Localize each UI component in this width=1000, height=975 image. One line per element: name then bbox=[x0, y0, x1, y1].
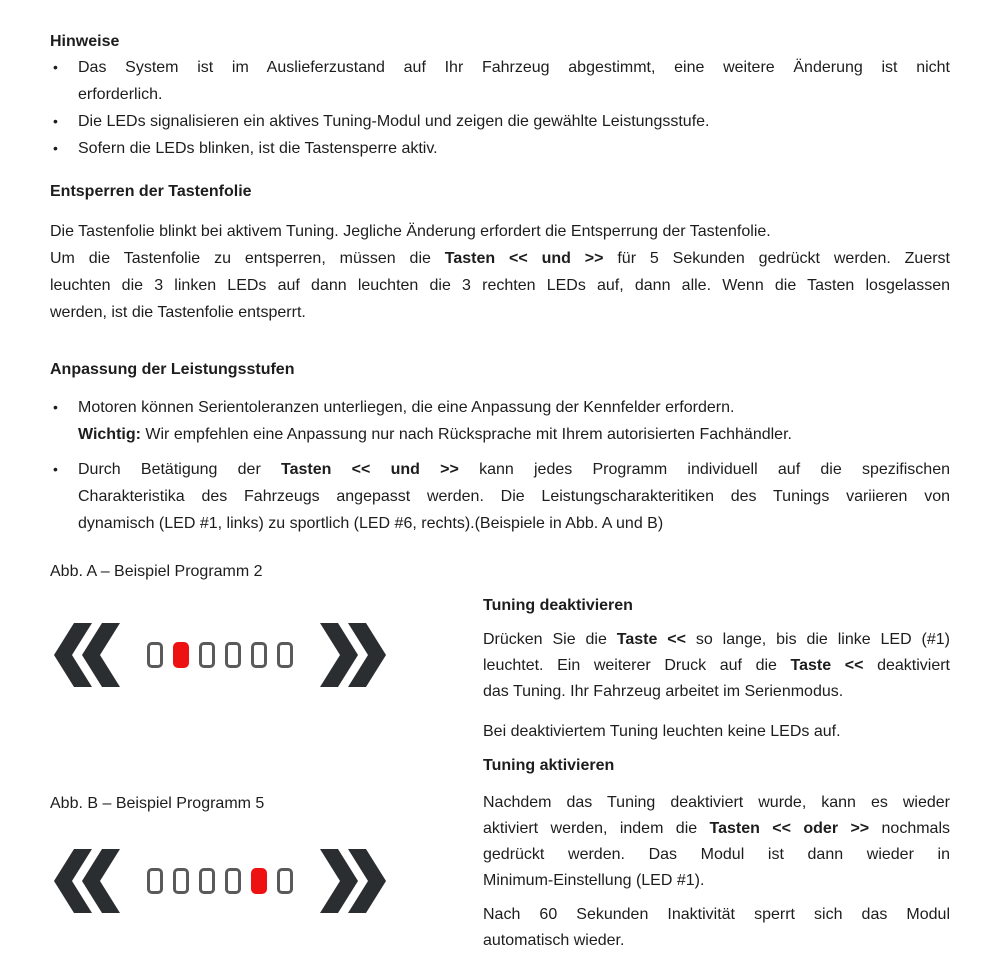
text-line: Nach 60 Sekunden Inaktivität sperrt sich das Modul bbox=[483, 906, 950, 923]
led-active bbox=[173, 642, 189, 668]
text-line: werden, ist die Tastenfolie entsperrt. bbox=[50, 304, 306, 321]
figure-b-label: Abb. B – Beispiel Programm 5 bbox=[50, 795, 265, 812]
text-line: das Tuning. Ihr Fahrzeug arbeitet im Serienmodus. bbox=[483, 683, 844, 700]
text-line: Minimum-Einstellung (LED #1). bbox=[483, 872, 705, 889]
text-line: Um die Tastenfolie zu entsperren, müssen die Tasten << und >> für 5 Sekunden gedrückt werden. Zuerst bbox=[50, 250, 950, 267]
text-line: Nachdem das Tuning deaktiviert wurde, kann es wieder bbox=[483, 794, 950, 811]
text-line: Die LEDs signalisieren ein aktives Tuning-Modul und zeigen die gewählte Leistungsstufe. bbox=[78, 113, 710, 130]
led-inactive bbox=[199, 868, 215, 894]
text-line: Drücken Sie die Taste << so lange, bis die linke LED (#1) bbox=[483, 631, 951, 648]
text-line: Durch Betätigung der Tasten << und >> kann jedes Programm individuell auf die spezifischen bbox=[78, 461, 951, 478]
text-line: erforderlich. bbox=[78, 86, 163, 103]
anpassung-bullet-2 bbox=[50, 456, 950, 537]
led-inactive bbox=[173, 868, 189, 894]
two-column-area bbox=[50, 593, 950, 954]
text-line: Das System ist im Auslieferzustand auf Ihr Fahrzeug abgestimmt, eine weitere Änderung ist nicht bbox=[78, 59, 950, 76]
led-inactive bbox=[199, 642, 215, 668]
text-line: leuchten die 3 linken LEDs auf dann leuchten die 3 rechten LEDs auf, dann alle. Wenn die Tasten losgelassen bbox=[50, 277, 950, 294]
figure-a bbox=[54, 623, 483, 687]
bullet-icon: • bbox=[53, 461, 58, 477]
text-line: automatisch wieder. bbox=[483, 932, 625, 949]
aktivieren-paragraph bbox=[483, 790, 950, 894]
bullet-text bbox=[78, 394, 950, 448]
led-strip-b bbox=[147, 868, 293, 894]
bullet-icon: • bbox=[53, 113, 58, 129]
double-chevron-right-icon bbox=[320, 623, 386, 687]
bullet-icon: • bbox=[53, 140, 58, 156]
text-line: gedrückt werden. Das Modul ist dann wieder in bbox=[483, 846, 950, 863]
hinweise-bullet-3 bbox=[50, 135, 950, 162]
double-chevron-left-icon bbox=[54, 623, 120, 687]
led-inactive bbox=[277, 868, 293, 894]
led-inactive bbox=[225, 642, 241, 668]
led-strip-a bbox=[147, 642, 293, 668]
heading-tuning-deaktivieren: Tuning deaktivieren bbox=[483, 597, 633, 614]
heading-tuning-aktivieren: Tuning aktivieren bbox=[483, 757, 615, 774]
led-inactive bbox=[225, 868, 241, 894]
hinweise-bullet-1 bbox=[50, 54, 950, 108]
anpassung-bullet-1 bbox=[50, 394, 950, 448]
text-line: Wichtig: Wir empfehlen eine Anpassung nur nach Rücksprache mit Ihrem autorisierten Fachhändler. bbox=[78, 426, 792, 443]
figures-column bbox=[50, 593, 483, 954]
instructions-column bbox=[483, 593, 950, 954]
led-inactive bbox=[147, 642, 163, 668]
text-line: Sofern die LEDs blinken, ist die Tastensperre aktiv. bbox=[78, 140, 438, 157]
led-active bbox=[251, 868, 267, 894]
text-line: Die Tastenfolie blinkt bei aktivem Tuning. Jegliche Änderung erfordert die Entsperrung der Tastenfolie. bbox=[50, 223, 771, 240]
led-inactive bbox=[277, 642, 293, 668]
double-chevron-right-icon bbox=[320, 849, 386, 913]
bullet-text bbox=[78, 135, 950, 162]
bullet-icon: • bbox=[53, 399, 58, 415]
bullet-text bbox=[78, 108, 950, 135]
double-chevron-left-icon bbox=[54, 849, 120, 913]
text-line: Charakteristika des Fahrzeugs angepasst werden. Die Leistungscharakteritiken des Tunings variieren von bbox=[78, 488, 950, 505]
text-line: leuchtet. Ein weiterer Druck auf die Taste << deaktiviert bbox=[483, 657, 950, 674]
figure-a-label: Abb. A – Beispiel Programm 2 bbox=[50, 563, 263, 580]
led-inactive bbox=[251, 642, 267, 668]
bullet-text bbox=[78, 456, 950, 537]
text-line: Bei deaktiviertem Tuning leuchten keine LEDs auf. bbox=[483, 723, 841, 740]
led-inactive bbox=[147, 868, 163, 894]
deaktivieren-paragraph bbox=[483, 627, 950, 705]
text-line: dynamisch (LED #1, links) zu sportlich (LED #6, rechts).(Beispiele in Abb. A und B) bbox=[78, 515, 664, 532]
hinweise-bullet-2 bbox=[50, 108, 950, 135]
text-line: aktiviert werden, indem die Tasten << oder >> nochmals bbox=[483, 820, 951, 837]
bullet-icon: • bbox=[53, 59, 58, 75]
section-title-hinweise: Hinweise bbox=[50, 33, 120, 50]
figure-b bbox=[54, 849, 483, 913]
section-title-entsperren: Entsperren der Tastenfolie bbox=[50, 183, 252, 200]
entsperren-paragraph bbox=[50, 218, 950, 326]
bullet-text bbox=[78, 54, 950, 108]
keine-leds-paragraph bbox=[483, 719, 950, 745]
section-title-anpassung: Anpassung der Leistungsstufen bbox=[50, 361, 295, 378]
inaktivitaet-paragraph bbox=[483, 902, 950, 954]
text-line: Motoren können Serientoleranzen unterliegen, die eine Anpassung der Kennfelder erfordern. bbox=[78, 399, 735, 416]
